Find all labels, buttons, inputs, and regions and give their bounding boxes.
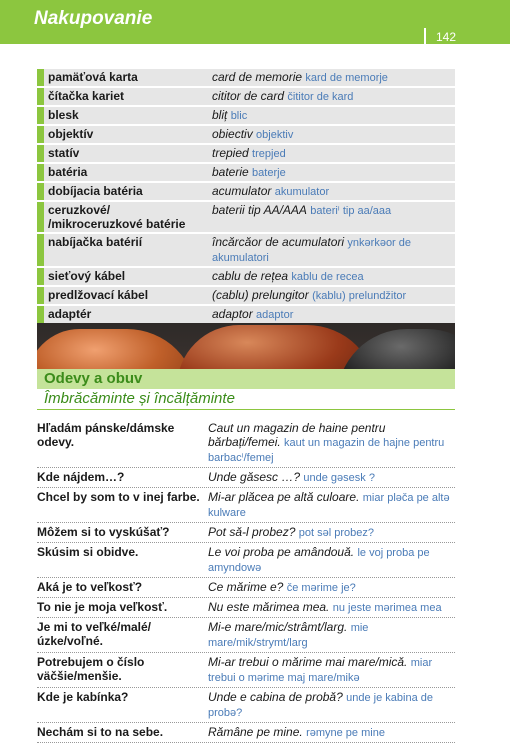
vocab-pronunciation: trepjed (252, 148, 286, 160)
phrase-sk: Aká je to veľkosť? (37, 580, 143, 594)
phrase-row (37, 600, 455, 618)
row-marker (37, 201, 44, 233)
vocab-row (37, 201, 455, 233)
phrase-sk: Kde je kabínka? (37, 690, 129, 704)
chapter-title: Nakupovanie (34, 8, 153, 29)
phrase-list (37, 421, 455, 745)
phrase-ro: Mi-ar trebui o mărime mai mare/mică. (208, 655, 408, 669)
phrase-pronunciation: miar pləča pe altə kulware (208, 492, 450, 519)
vocab-row (37, 267, 455, 286)
vocab-term-sk: ceruzkové/ /mikroceruzkové batérie (48, 203, 186, 231)
vocab-translation (206, 87, 455, 106)
phrase-sk: Potrebujem o číslo väčšie/menšie. (37, 655, 145, 683)
vocab-term-sk: objektív (48, 127, 94, 141)
phrase-ro: Nu este mărimea mea. (208, 600, 330, 614)
shoes-photo (37, 323, 455, 369)
section-title-ro: Îmbrăcăminte și încălțăminte (44, 390, 235, 407)
phrase-translation (204, 600, 455, 615)
row-marker (37, 125, 44, 144)
phrase-sk: Môžem si to vyskúšať? (37, 525, 170, 539)
vocab-term-sk: sieťový kábel (48, 269, 126, 283)
vocab-row (37, 87, 455, 106)
page-number: 142 (436, 30, 457, 44)
vocab-pronunciation: adaptor (256, 309, 294, 321)
row-marker (37, 305, 44, 324)
phrase-translation (204, 545, 455, 575)
phrase-ro: Ce mărime e? (208, 580, 284, 594)
vocab-pronunciation: kard de memorje (305, 72, 388, 84)
phrase-row (37, 655, 455, 688)
row-marker (37, 286, 44, 305)
phrase-ro: Caut un magazin de haine pentru bărbați/femei. (208, 421, 386, 449)
vocab-pronunciation: akumulator (274, 186, 330, 198)
phrase-pronunciation: unde gəsesk ? (303, 472, 375, 484)
vocab-term-ro: bliț (212, 108, 228, 122)
vocab-row (37, 125, 455, 144)
phrase-row (37, 690, 455, 723)
row-marker (37, 163, 44, 182)
phrase-sk: Skúsim si obidve. (37, 545, 139, 559)
section-heading (37, 369, 455, 409)
phrase-row (37, 470, 455, 488)
phrase-ro: Le voi proba pe amândouă. (208, 545, 355, 559)
row-marker (37, 182, 44, 201)
vocab-term-ro: acumulator (212, 184, 272, 198)
phrase-sk: Kde nájdem…? (37, 470, 125, 484)
vocab-translation (206, 69, 455, 87)
page-header (0, 0, 510, 44)
phrase-row (37, 525, 455, 543)
brown-shoe-image (37, 329, 197, 369)
phrase-translation (204, 421, 455, 465)
phrase-translation (204, 690, 455, 720)
vocab-term-ro: încărcăor de acumulatori (212, 235, 345, 249)
vocab-term-ro: cititor de card (212, 89, 285, 103)
phrase-sk: Nechám si to na sebe. (37, 725, 164, 739)
vocab-term-ro: card de memorie (212, 70, 303, 84)
phrase-row (37, 580, 455, 598)
vocab-translation (206, 125, 455, 144)
section-rule (37, 409, 455, 410)
phrase-pronunciation: pot səl probez? (298, 527, 374, 539)
vocabulary-table (37, 69, 455, 325)
phrase-translation (204, 470, 455, 485)
vocab-translation (206, 267, 455, 286)
phrase-translation (204, 580, 455, 595)
vocab-row (37, 305, 455, 324)
vocab-term-ro: baterii tip AA/AAA (212, 203, 307, 217)
vocab-pronunciation: kablu de recea (291, 271, 364, 283)
phrase-ro: Unde găsesc …? (208, 470, 301, 484)
phrase-sk: To nie je moja veľkosť. (37, 600, 168, 614)
phrase-translation (204, 525, 455, 540)
vocab-term-ro: cablu de rețea (212, 269, 289, 283)
header-divider (424, 28, 426, 44)
vocab-translation (206, 163, 455, 182)
vocab-row (37, 286, 455, 305)
vocab-term-sk: adaptér (48, 307, 92, 321)
phrase-row (37, 620, 455, 653)
vocab-row (37, 144, 455, 163)
vocab-pronunciation: objektiv (256, 129, 294, 141)
phrase-translation (204, 490, 455, 520)
phrase-translation (204, 655, 455, 685)
vocab-pronunciation: (kablu) prelundžitor (312, 290, 407, 302)
phrase-ro: Mi-e mare/mic/strâmt/larg. (208, 620, 348, 634)
vocab-translation (206, 182, 455, 201)
vocab-term-ro: (cablu) prelungitor (212, 288, 309, 302)
vocab-translation (206, 233, 455, 267)
vocab-term-sk: predlžovací kábel (48, 288, 149, 302)
row-marker (37, 233, 44, 267)
phrase-pronunciation: mie mare/mik/strymt/larg (208, 622, 369, 649)
phrase-pronunciation: le voj proba pe amyndowə (208, 547, 430, 574)
row-marker (37, 69, 44, 87)
phrase-pronunciation: če mərime je? (286, 582, 356, 594)
phrase-pronunciation: kaut un magazin de hajne pentru barbacⁱ/femej (208, 437, 445, 464)
vocab-term-sk: dobíjacia batéria (48, 184, 143, 198)
phrase-row (37, 725, 455, 743)
phrase-row (37, 421, 455, 468)
vocab-row (37, 163, 455, 182)
vocab-row (37, 233, 455, 267)
vocab-term-ro: trepied (212, 146, 249, 160)
phrase-translation (204, 620, 455, 650)
phrase-pronunciation: unde je kabina de probə? (208, 692, 433, 719)
vocab-row (37, 106, 455, 125)
vocab-translation (206, 201, 455, 233)
phrase-sk: Chcel by som to v inej farbe. (37, 490, 200, 504)
vocab-term-ro: baterie (212, 165, 249, 179)
row-marker (37, 87, 44, 106)
vocab-term-ro: adaptor (212, 307, 253, 321)
vocab-pronunciation: ynkərkəor de akumulatori (212, 237, 412, 264)
phrase-pronunciation: miar trebui o mərime maj mare/mikə (208, 657, 433, 684)
vocab-pronunciation: čititor de kard (287, 91, 354, 103)
phrase-sk: Je mi to veľké/malé/úzke/voľné. (37, 620, 152, 648)
section-title-sk: Odevy a obuv (44, 370, 143, 387)
vocab-term-sk: statív (48, 146, 80, 160)
vocab-term-ro: obiectiv (212, 127, 253, 141)
phrase-ro: Rămâne pe mine. (208, 725, 303, 739)
vocab-translation (206, 305, 455, 324)
vocab-row (37, 69, 455, 87)
vocab-term-sk: pamäťová karta (48, 70, 138, 84)
phrase-translation (204, 725, 455, 740)
vocab-pronunciation: bateriⁱ tip aa/aaa (310, 205, 392, 217)
vocab-pronunciation: blic (230, 110, 248, 122)
phrase-ro: Unde e cabina de probă? (208, 690, 343, 704)
vocab-term-sk: nabíjačka batérií (48, 235, 143, 249)
vocab-translation (206, 106, 455, 125)
phrase-ro: Mi-ar plăcea pe altă culoare. (208, 490, 360, 504)
vocab-term-sk: batéria (48, 165, 88, 179)
phrase-ro: Pot să-l probez? (208, 525, 296, 539)
vocab-row (37, 182, 455, 201)
vocab-term-sk: čítačka kariet (48, 89, 125, 103)
vocab-term-sk: blesk (48, 108, 79, 122)
phrase-row (37, 490, 455, 523)
vocab-translation (206, 286, 455, 305)
phrase-pronunciation: rəmyne pe mine (306, 727, 385, 739)
phrase-row (37, 545, 455, 578)
phrase-pronunciation: nu jeste mərimea mea (332, 602, 442, 614)
row-marker (37, 106, 44, 125)
row-marker (37, 144, 44, 163)
phrase-sk: Hľadám pánske/dámske odevy. (37, 421, 175, 449)
vocab-translation (206, 144, 455, 163)
vocab-pronunciation: baterje (252, 167, 286, 179)
row-marker (37, 267, 44, 286)
